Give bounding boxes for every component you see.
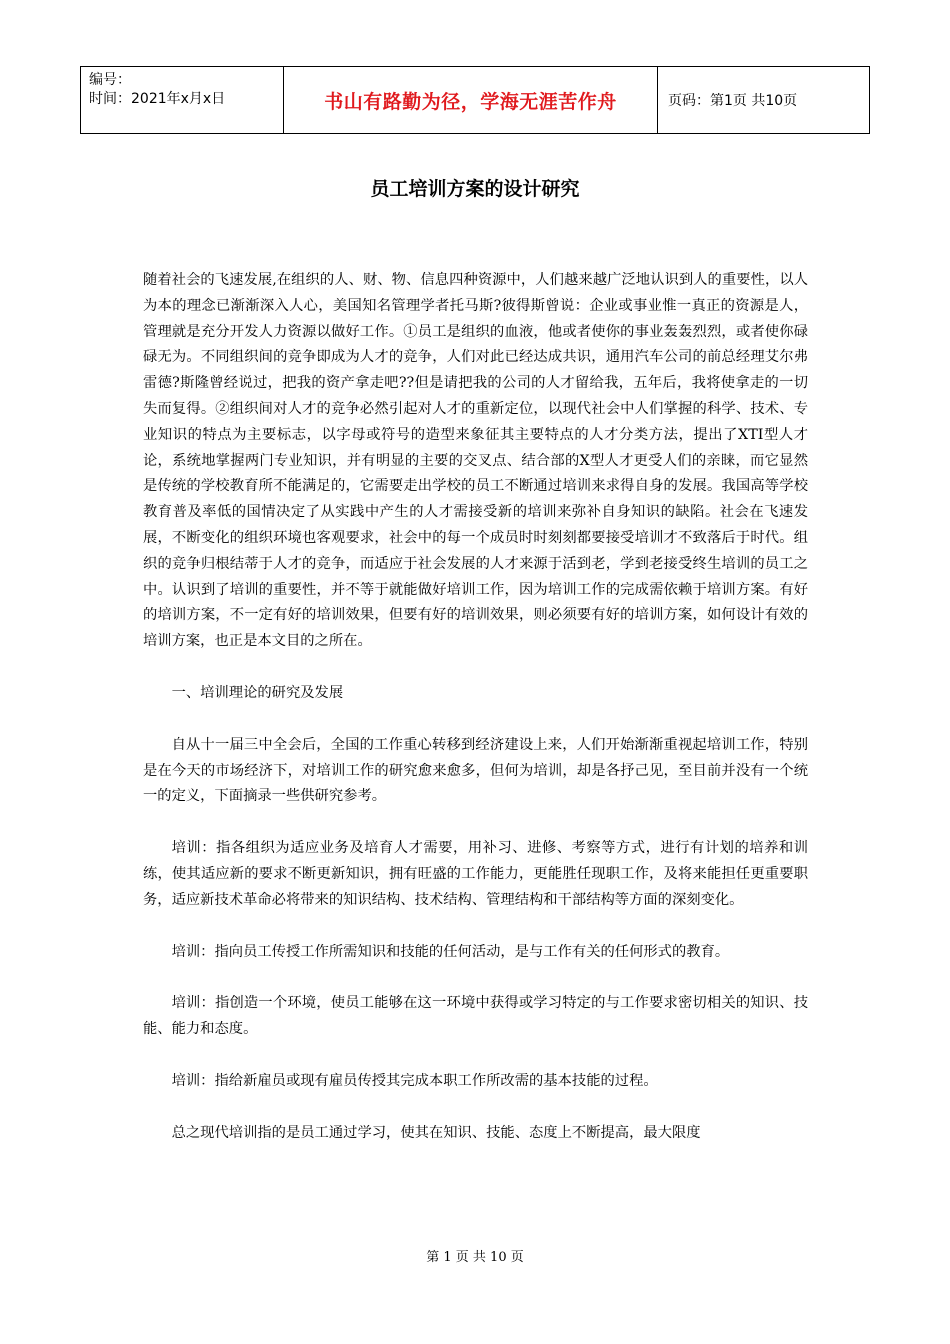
paragraph: 培训：指各组织为适应业务及培育人才需要，用补习、进修、考察等方式，进行有计划的培养和训练，使其适应新的要求不断更新知识，拥有旺盛的工作能力，更能胜任现职工作，及将来能担任更重要职务，适应新技术革命必将带来的知识结构、技术结构、管理结构和干部结构等方面的深刻变化。 <box>143 840 808 908</box>
paragraph: 培训：指创造一个环境，使员工能够在这一环境中获得或学习特定的与工作要求密切相关的知识、技能、能力和态度。 <box>143 995 808 1038</box>
number-label: 编号： <box>89 72 131 88</box>
header-motto: 书山有路勤为径，学海无涯苦作舟 <box>284 67 658 133</box>
paragraph: 培训：指向员工传授工作所需知识和技能的任何活动，是与工作有关的任何形式的教育。 <box>171 943 730 960</box>
paragraph: 自从十一届三中全会后，全国的工作重心转移到经济建设上来，人们开始渐渐重视起培训工作，特别是在今天的市场经济下，对培训工作的研究愈来愈多，但何为培训，却是各抒己见，至目前并没有一个统一的定义，下面摘录一些供研究参考。 <box>143 736 808 805</box>
section-heading: 一、培训理论的研究及发展 <box>171 684 344 701</box>
date-label: 时间：2021年x月x日 <box>89 91 226 107</box>
paragraph-intro: 随着社会的飞速发展,在组织的人、财、物、信息四种资源中，人们越来越广泛地认识到人的重要性，以人为本的理念已渐渐深入人心，美国知名管理学者托马斯?彼得斯曾说：企业或事业惟一真正的资源是人，管理就是充分开发人力资源以做好工作。①员工是组织的血液，他或者使你的事业轰轰烈烈，或者使你碌碌无为。不同组织间的竞争即成为人才的竞争，人们对此已经达成共识，通用汽车公司的前总经理艾尔弗雷德?斯隆曾经说过，把我的资产拿走吧??但是请把我的公司的人才留给我，五年后，我将使拿走的一切失而复得。②组织间对人才的竞争必然引起对人才的重新定位，以现代社会中人们掌握的科学、技术、专业知识的特点为主要标志，以字母或符号的造型来象征其主要特点的人才分类方法，提出了XTI型人才论，系统地掌握两门专业知识，并有明显的主要的交叉点、结合部的X型人才更受人们的亲睐，而它显然是传统的学校教育所不能满足的，它需要走出学校的员工不断通过培训来求得自身的发展。我国高等学校教育普及率低的国情决定了从实践中产生的人才需接受新的培训来弥补自身知识的缺陷。社会在飞速发展，不断变化的组织环境也客观要求，社会中的每一个成员时时刻刻都要接受培训才不致落后于时代。组织的竞争归根结蒂于人才的竞争，而适应于社会发展的人才来源于活到老，学到老接受终生培训的员工之中。认识到了培训的重要性，并不等于就能做好培训工作，因为培训工作的完成需依赖于培训方案。有好的培训方案，不一定有好的培训效果，但要有好的培训效果，则必须要有好的培训方案，如何设计有效的培训方案，也正是本文目的之所在。 <box>143 272 808 650</box>
page-title: 员工培训方案的设计研究 <box>370 178 580 200</box>
page-footer: 第 1 页 共 10 页 <box>426 1250 524 1265</box>
header-meta-cell <box>81 67 284 133</box>
paragraph: 总之现代培训指的是员工通过学习，使其在知识、技能、态度上不断提高，最大限度 <box>171 1124 701 1141</box>
header-table <box>80 66 870 134</box>
header-page-info: 页码：第1页 共10页 <box>668 93 798 109</box>
paragraph: 培训：指给新雇员或现有雇员传授其完成本职工作所改需的基本技能的过程。 <box>171 1072 658 1089</box>
document-body <box>143 268 808 1147</box>
